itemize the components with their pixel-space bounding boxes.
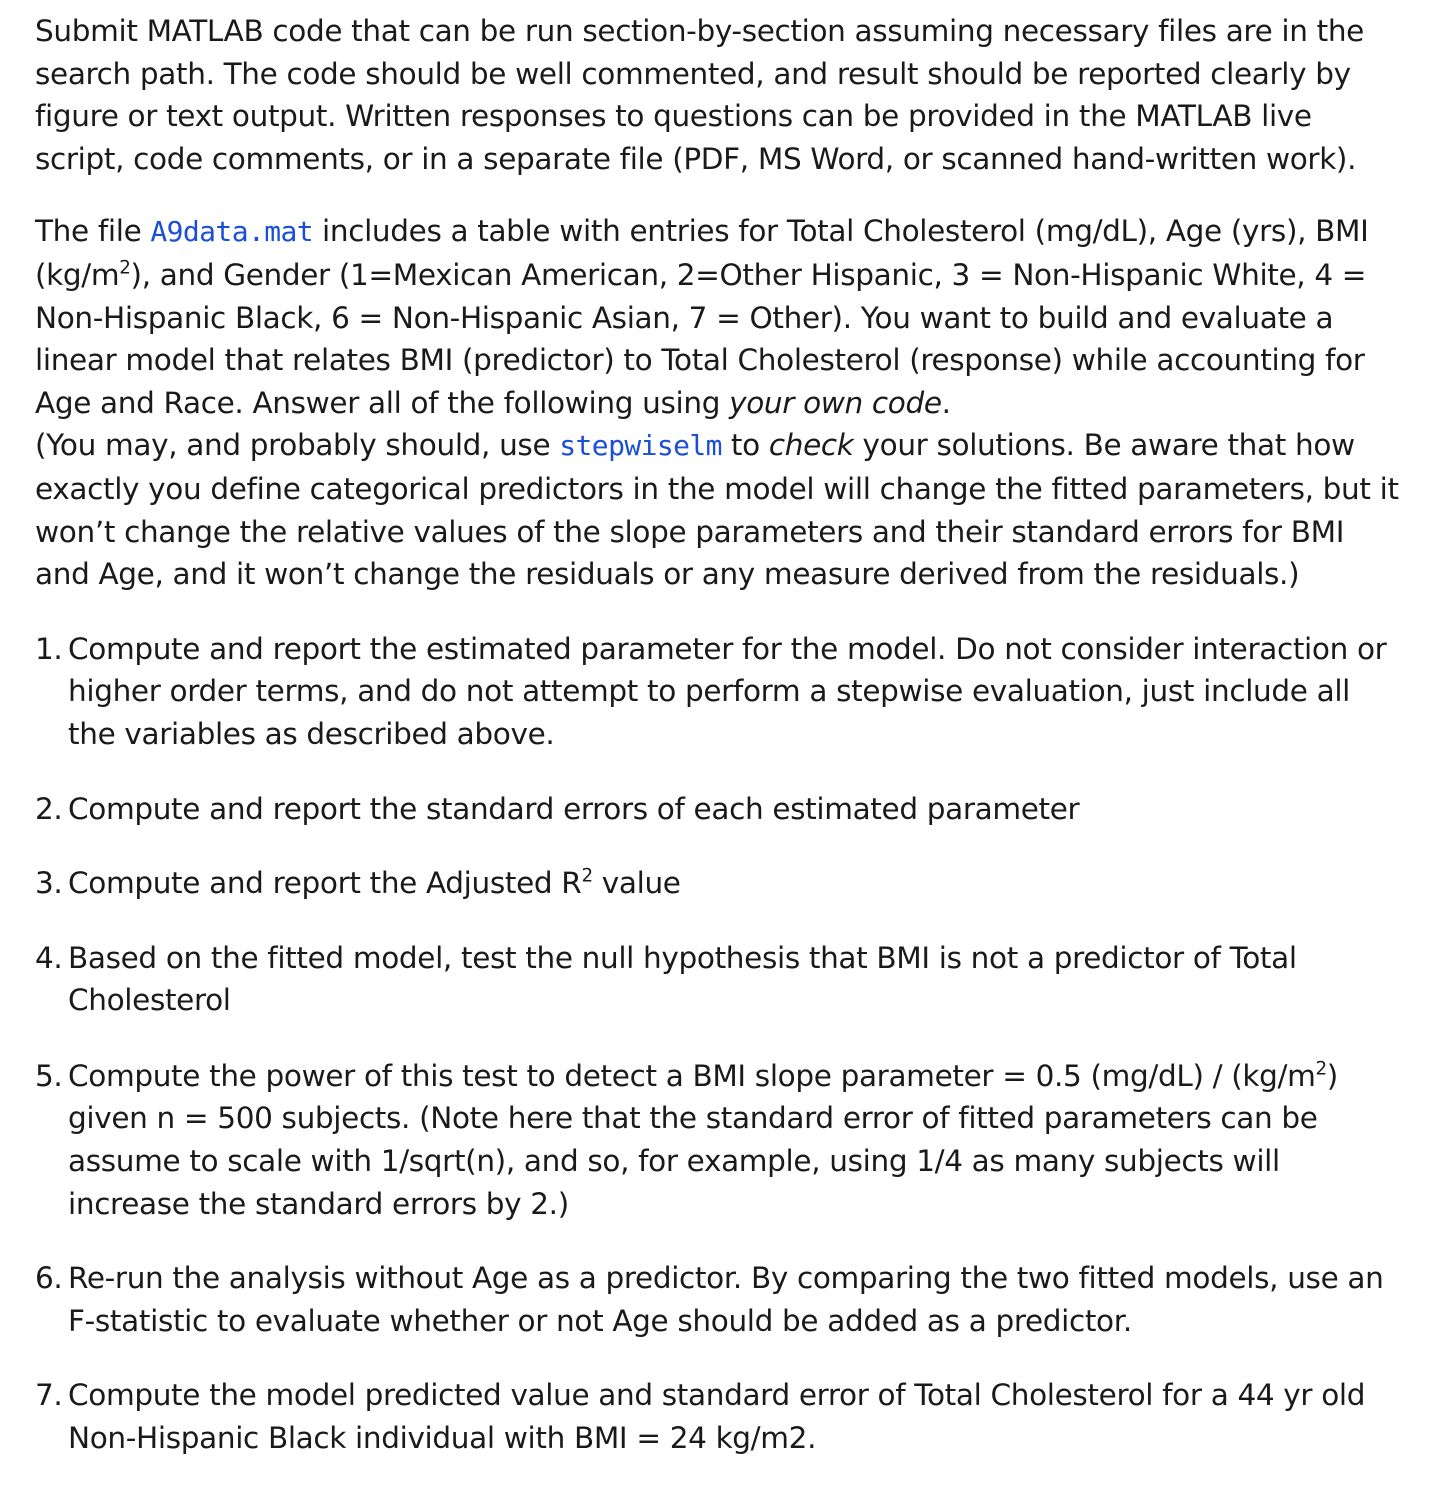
data-filename: A9data.mat (150, 215, 313, 249)
intro-paragraph (35, 10, 1402, 180)
question-text: Compute and report the standard errors of each estimated parameter (68, 791, 1080, 826)
emphasis-your-own-code: your own code (729, 385, 942, 420)
description-text-4: . (941, 385, 951, 420)
description-text-3: ), and Gender (1=Mexican American, 2=Other Hispanic, 3 = Non-Hispanic White, 4 = Non-Hispanic Black, 6 = Non-Hispanic Asian, 7 = Other). You want to build and evaluate a linear model that relates BMI (predictor) to Total Cholesterol (response) while accounting for Age and Race. Answer all of the following using (35, 257, 1367, 420)
question-item (35, 1055, 1402, 1225)
question-number: 4. (35, 940, 63, 975)
question-number: 5. (35, 1058, 63, 1093)
question-number: 3. (35, 866, 63, 901)
question-text: Compute the model predicted value and standard error of Total Cholesterol for a 44 yr old Non-Hispanic Black individual with BMI = 24 kg/m2. (68, 1378, 1366, 1456)
description-text-6: to (721, 428, 769, 463)
question-number: 2. (35, 791, 63, 826)
question-item (35, 628, 1402, 756)
intro-text: Submit MATLAB code that can be run section-by-section assuming necessary files are in the search path. The code should be well commented, and result should be reported clearly by figure or text output. Written responses to questions can be provided in the MATLAB live script, code comments, or in a separate file (PDF, MS Word, or scanned hand-written work). (35, 14, 1364, 176)
question-item (35, 1374, 1402, 1459)
superscript-2: 2 (119, 257, 131, 279)
question-text: Compute and report the estimated parameter for the model. Do not consider interaction or higher order terms, and do not attempt to perform a stepwise evaluation, just include all the variables as described above. (68, 631, 1387, 751)
superscript-2: 2 (1315, 1058, 1327, 1080)
description-text-5: (You may, and probably should, use (35, 428, 560, 463)
question-number: 7. (35, 1378, 63, 1413)
question-text: Re-run the analysis without Age as a predictor. By comparing the two fitted models, use an F-statistic to evaluate whether or not Age should be added as a predictor. (68, 1261, 1384, 1338)
description-text-1: The file (35, 214, 151, 249)
description-text-7: your solutions. Be aware that how exactly you define categorical predictors in the model will change the fitted parameters, but it won’t change the relative values of the slope parameters and their standard errors for BMI and Age, and it won’t change the residuals or any measure derived from the residuals.) (35, 428, 1399, 592)
description-text-2: includes a table with entries for Total Cholesterol (mg/dL), Age (yrs), BMI (kg/m (35, 214, 1369, 292)
question-item (35, 862, 1402, 905)
question-text: Compute the power of this test to detect a BMI slope parameter = 0.5 (mg/dL) / (kg/m (68, 1058, 1316, 1093)
question-text: Based on the fitted model, test the null hypothesis that BMI is not a predictor of Total Cholesterol (68, 940, 1297, 1018)
question-text: value (592, 866, 681, 901)
superscript-2: 2 (581, 865, 593, 887)
question-item (35, 1257, 1402, 1342)
emphasis-check: check (768, 428, 854, 463)
question-number: 1. (35, 631, 63, 666)
question-item (35, 937, 1402, 1022)
function-name: stepwiselm (559, 429, 722, 463)
question-text: ) given n = 500 subjects. (Note here that the standard error of fitted parameters can be assume to scale with 1/sqrt(n), and so, for example, using 1/4 as many subjects will increase the standard errors by 2.) (68, 1058, 1338, 1221)
question-number: 6. (35, 1261, 63, 1296)
description-paragraph (35, 210, 1402, 595)
question-item (35, 788, 1402, 831)
question-text: Compute and report the Adjusted R (68, 866, 582, 901)
question-list (35, 628, 1402, 1460)
